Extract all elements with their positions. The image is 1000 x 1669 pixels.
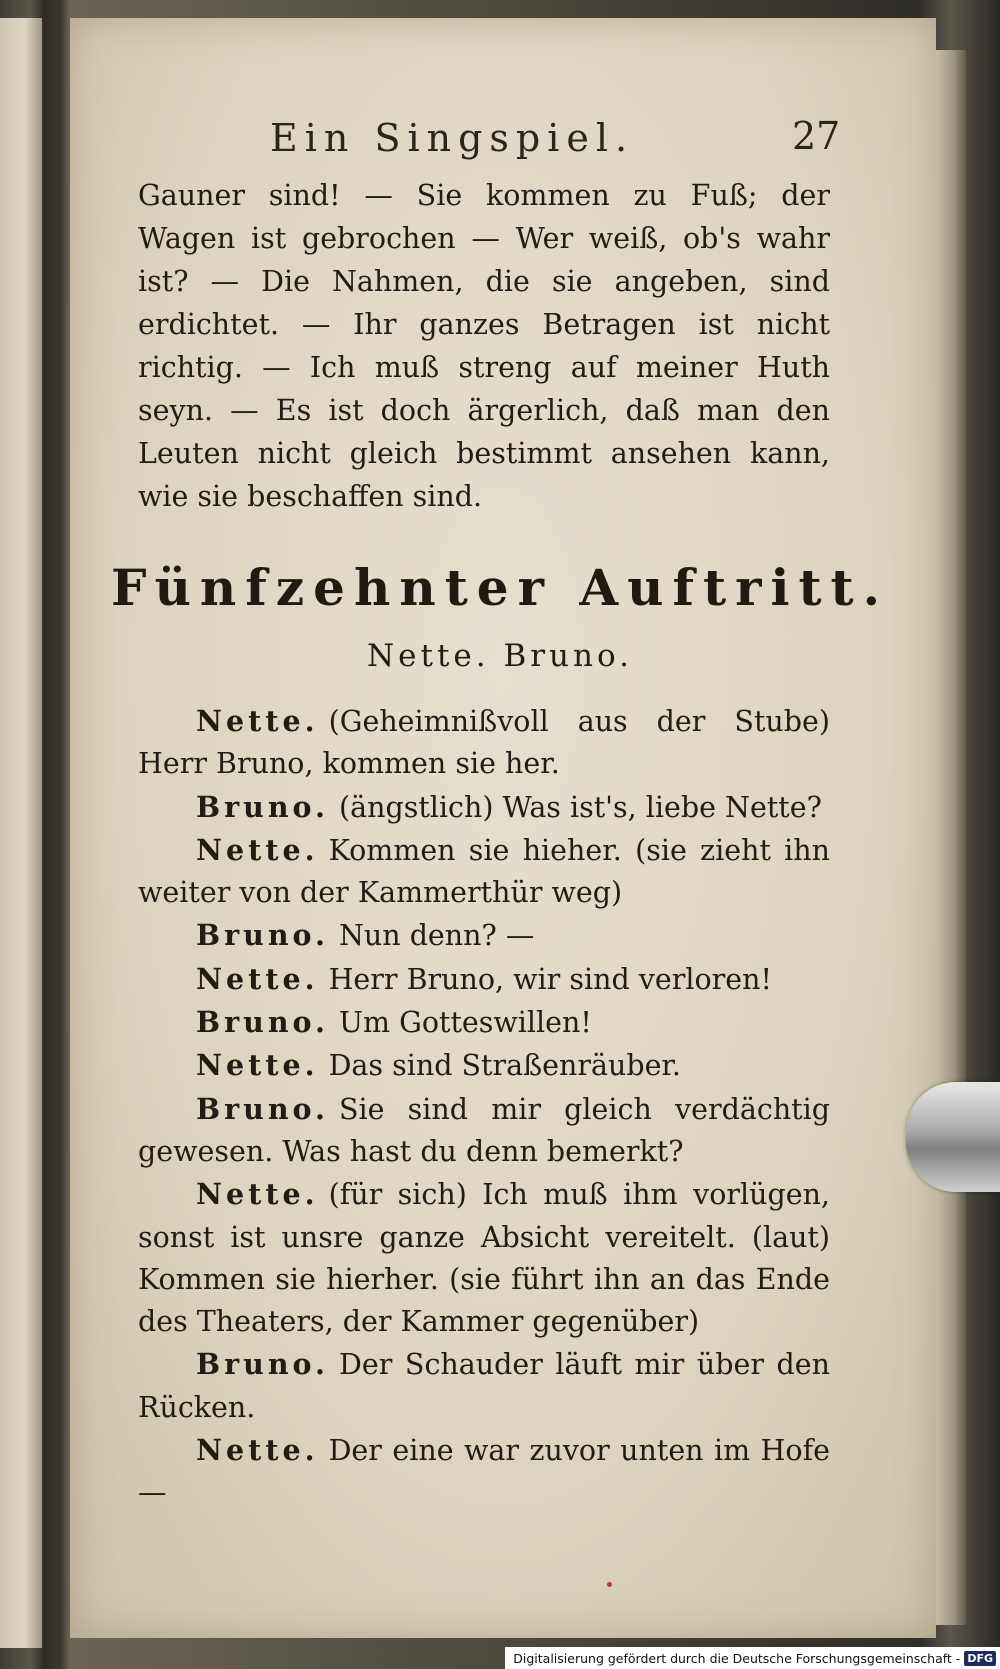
dfg-logo: DFG (964, 1651, 996, 1666)
scene-heading: Fünfzehnter Auftritt. (110, 558, 890, 617)
line-text: Das sind Straßenräuber. (328, 1049, 681, 1083)
dialogue-line (138, 700, 830, 786)
speaker-name: Nette. (196, 961, 319, 996)
line-text: (Geheimnißvoll aus der Stube) Herr Bruno, kommen sie her. (138, 705, 830, 781)
left-page-edge (0, 18, 42, 1648)
line-text: Nun denn? — (338, 919, 535, 953)
page-clip (906, 1082, 1000, 1192)
speaker-name: Nette. (196, 1177, 319, 1212)
dialogue-line (138, 829, 830, 915)
running-head (0, 108, 1000, 168)
speaker-name: Bruno. (196, 1005, 329, 1040)
line-text: Sie sind mir gleich verdächtig gewesen. Was hast du denn bemerkt? (138, 1092, 830, 1168)
digitization-footer (505, 1647, 1000, 1669)
line-text: (für sich) Ich muß ihm vorlügen, sonst ist unsre ganze Absicht vereitelt. (laut) Kommen sie hierher. (sie führt ihn an das Ende des Theaters, der Kammer gegenüber) (138, 1178, 830, 1339)
line-text: Der Schauder läuft mir über den Rücken. (138, 1348, 830, 1424)
dialogue (138, 700, 830, 1515)
line-text: Der eine war zuvor unten im Hofe — (138, 1434, 830, 1510)
speaker-name: Nette. (196, 704, 319, 738)
line-text: (ängstlich) Was ist's, liebe Nette? (338, 790, 822, 824)
speaker-name: Bruno. (196, 789, 329, 824)
speaker-name: Nette. (196, 1433, 319, 1468)
speaker-name: Nette. (196, 832, 319, 867)
dialogue-line (138, 914, 830, 957)
dialogue-line (138, 1429, 830, 1515)
dialogue-line (138, 958, 830, 1001)
opening-paragraph: Gauner sind! — Sie kommen zu Fuß; der Wagen ist gebrochen — Wer weiß, ob's wahr ist? — Die Nahmen, die sie angeben, sind erdichtet. — Ihr ganzes Betragen ist nicht richtig. — Ich muß streng auf meiner Huth seyn. — Es ist doch ärgerlich, daß man den Leuten nicht gleich bestimmt ansehen kann, wie sie beschaffen sind. (138, 179, 830, 513)
page-number: 27 (792, 114, 841, 158)
speaker-name: Bruno. (196, 1347, 329, 1382)
dialogue-line (138, 1044, 830, 1087)
line-text: Kommen sie hieher. (sie zieht ihn weiter von der Kammerthür weg) (138, 833, 830, 910)
dialogue-line (138, 1088, 830, 1174)
line-text: Um Gotteswillen! (338, 1006, 592, 1040)
dialogue-line (138, 1001, 830, 1044)
speaker-name: Bruno. (196, 918, 329, 953)
dialogue-line (138, 1173, 830, 1343)
running-head-title: Ein Singspiel. (270, 116, 635, 160)
page-stack-edge (936, 50, 966, 1625)
dialogue-line (138, 1343, 830, 1429)
scene-persons: Nette. Bruno. (367, 638, 633, 674)
ink-spot (607, 1582, 612, 1587)
dialogue-line (138, 786, 830, 829)
footer-text: Digitalisierung gefördert durch die Deutsche Forschungsgemeinschaft - (513, 1650, 961, 1666)
line-text: Herr Bruno, wir sind verloren! (328, 962, 772, 996)
speaker-name: Nette. (196, 1048, 319, 1083)
speaker-name: Bruno. (196, 1091, 329, 1126)
